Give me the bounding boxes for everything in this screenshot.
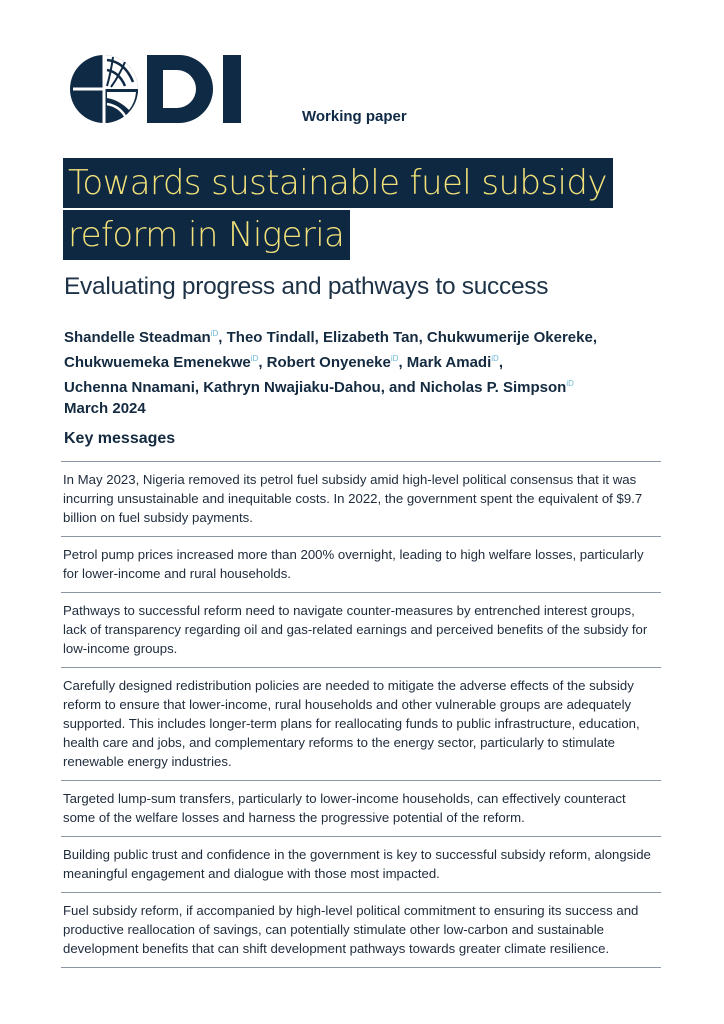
- document-type-label: Working paper: [302, 108, 407, 125]
- author-separator: ,: [498, 354, 503, 371]
- title-line-2: reform in Nigeria: [63, 210, 350, 260]
- key-messages-heading: Key messages: [64, 430, 176, 447]
- author-line-3: [64, 373, 674, 398]
- author-separator: ,: [398, 354, 407, 371]
- key-messages-list: [61, 461, 661, 968]
- page-subtitle: Evaluating progress and pathways to success: [64, 273, 549, 300]
- author-line-2: [64, 348, 674, 373]
- orcid-icon[interactable]: iD: [566, 379, 574, 388]
- odi-logo: [67, 52, 267, 126]
- author-separator: ,: [218, 329, 227, 346]
- key-message-item: In May 2023, Nigeria removed its petrol fuel subsidy amid high-level political consensus that it was incurring unsustainable and inequitable costs. In 2022, the government spent the equivalent of $9.7 billion on fuel subsidy payments.: [61, 461, 661, 536]
- author-name: Theo Tindall, Elizabeth Tan, Chukwumerije Okereke,: [226, 329, 597, 346]
- orcid-icon[interactable]: iD: [491, 354, 499, 363]
- orcid-icon[interactable]: iD: [250, 354, 259, 363]
- author-line-1: [64, 323, 674, 348]
- orcid-icon[interactable]: iD: [390, 354, 399, 363]
- author-name: Shandelle Steadman: [64, 329, 211, 346]
- key-message-item: Targeted lump-sum transfers, particularly to lower-income households, can effectively counteract some of the welfare losses and harness the progressive potential of the reform.: [61, 780, 661, 836]
- key-message-item: Carefully designed redistribution policies are needed to mitigate the adverse effects of the subsidy reform to ensure that lower-income, rural households and other vulnerable groups are adequately supported. This includes longer-term plans for reallocating funds to public infrastructure, education, health care and jobs, and complementary reforms to the energy sector, particularly to stimulate renewable energy industries.: [61, 667, 661, 780]
- orcid-icon[interactable]: iD: [210, 329, 219, 338]
- author-separator: ,: [258, 354, 267, 371]
- author-name: Mark Amadi: [406, 354, 492, 371]
- key-message-item: Petrol pump prices increased more than 200% overnight, leading to high welfare losses, particularly for lower-income and rural households.: [61, 536, 661, 592]
- author-list: [64, 323, 674, 419]
- author-name: Chukwuemeka Emenekwe: [64, 354, 251, 371]
- title-line-1: Towards sustainable fuel subsidy: [63, 158, 613, 208]
- publication-date: March 2024: [64, 400, 146, 417]
- author-name: Uchenna Nnamani, Kathryn Nwajiaku-Dahou, and Nicholas P. Simpson: [64, 379, 567, 396]
- page-title: [63, 158, 613, 260]
- key-message-item: Fuel subsidy reform, if accompanied by high-level political commitment to ensuring its success and productive reallocation of savings, can potentially stimulate other low-carbon and sustainable development benefits that can shift development pathways towards greater climate resilience.: [61, 892, 661, 968]
- globe-icon: [70, 55, 138, 123]
- key-message-item: Pathways to successful reform need to navigate counter-measures by entrenched interest groups, lack of transparency regarding oil and gas-related earnings and perceived benefits of the subsidy for low-income groups.: [61, 592, 661, 667]
- author-name: Robert Onyeneke: [266, 354, 391, 371]
- key-message-item: Building public trust and confidence in the government is key to successful subsidy reform, alongside meaningful engagement and dialogue with those most impacted.: [61, 836, 661, 892]
